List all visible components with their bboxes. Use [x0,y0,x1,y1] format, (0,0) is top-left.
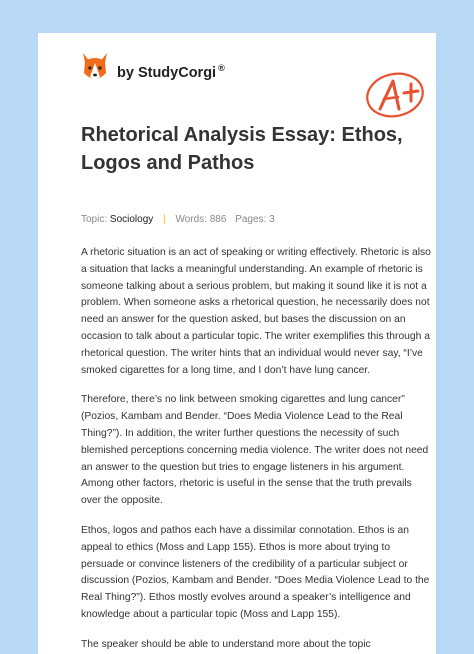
registered-mark: ® [218,63,225,73]
paragraph: Therefore, there’s no link between smoking cigarettes and lung cancer” (Pozios, Kambam and Bender. “Does Media Violence Lead to the Real Thing?”). In addition, the writer further questions the necessity of such blemished perceptions concerning media violence. The writer does not need an answer to the question but tries to engage listeners in his argument. Among other factors, rhetoric is useful in the sense that the truth prevails over the opposite. [81,394,429,507]
page-count: Pages: 3 [235,214,275,225]
document-card [38,33,436,654]
meta-separator: | [163,214,166,225]
brand-name[interactable]: by StudyCorgi ® [117,63,225,81]
paragraph: The speaker should be able to understand more about the topic [81,638,371,650]
corgi-logo-icon[interactable] [79,51,111,85]
paragraph: A rhetoric situation is an act of speaking or writing effectively. Rhetoric is also a situation that lacks a meaningful understanding. An example of rhetoric is someone talking about a serious problem, but making it sound like it is not a problem. When someone asks a rhetorical question, he necessarily does not need an answer for the question asked, but bases the discussion on an occasion to talk about a particular topic. The writer exemplifies this through a rhetorical question. The writer hints that an individual would never say, “I’ve smoked cigarettes for a long time, and I don’t have lung cancer. [81,247,431,376]
essay-title: Rhetorical Analysis Essay: Ethos, Logos and Pathos [81,124,403,174]
word-count: Words: 886 [175,214,227,225]
a-plus-grade-icon [364,71,436,123]
essay-meta [81,214,275,225]
topic-label: Topic: [81,214,108,225]
paragraph: Ethos, logos and pathos each have a dissimilar connotation. Ethos is an appeal to ethics (Moss and Lapp 155). Ethos is more about trying to persuade or convince listeners of the credibility of a particular subject or discussion (Pozios, Kambam and Bender. “Does Media Violence Lead to the Real Thing?”). Ethos mostly evolves around a speaker’s intelligence and knowledge about a particular topic (Moss and Lapp 155). [81,524,430,620]
header [38,33,436,113]
essay-body [81,245,433,654]
topic-link[interactable]: Sociology [109,214,154,225]
